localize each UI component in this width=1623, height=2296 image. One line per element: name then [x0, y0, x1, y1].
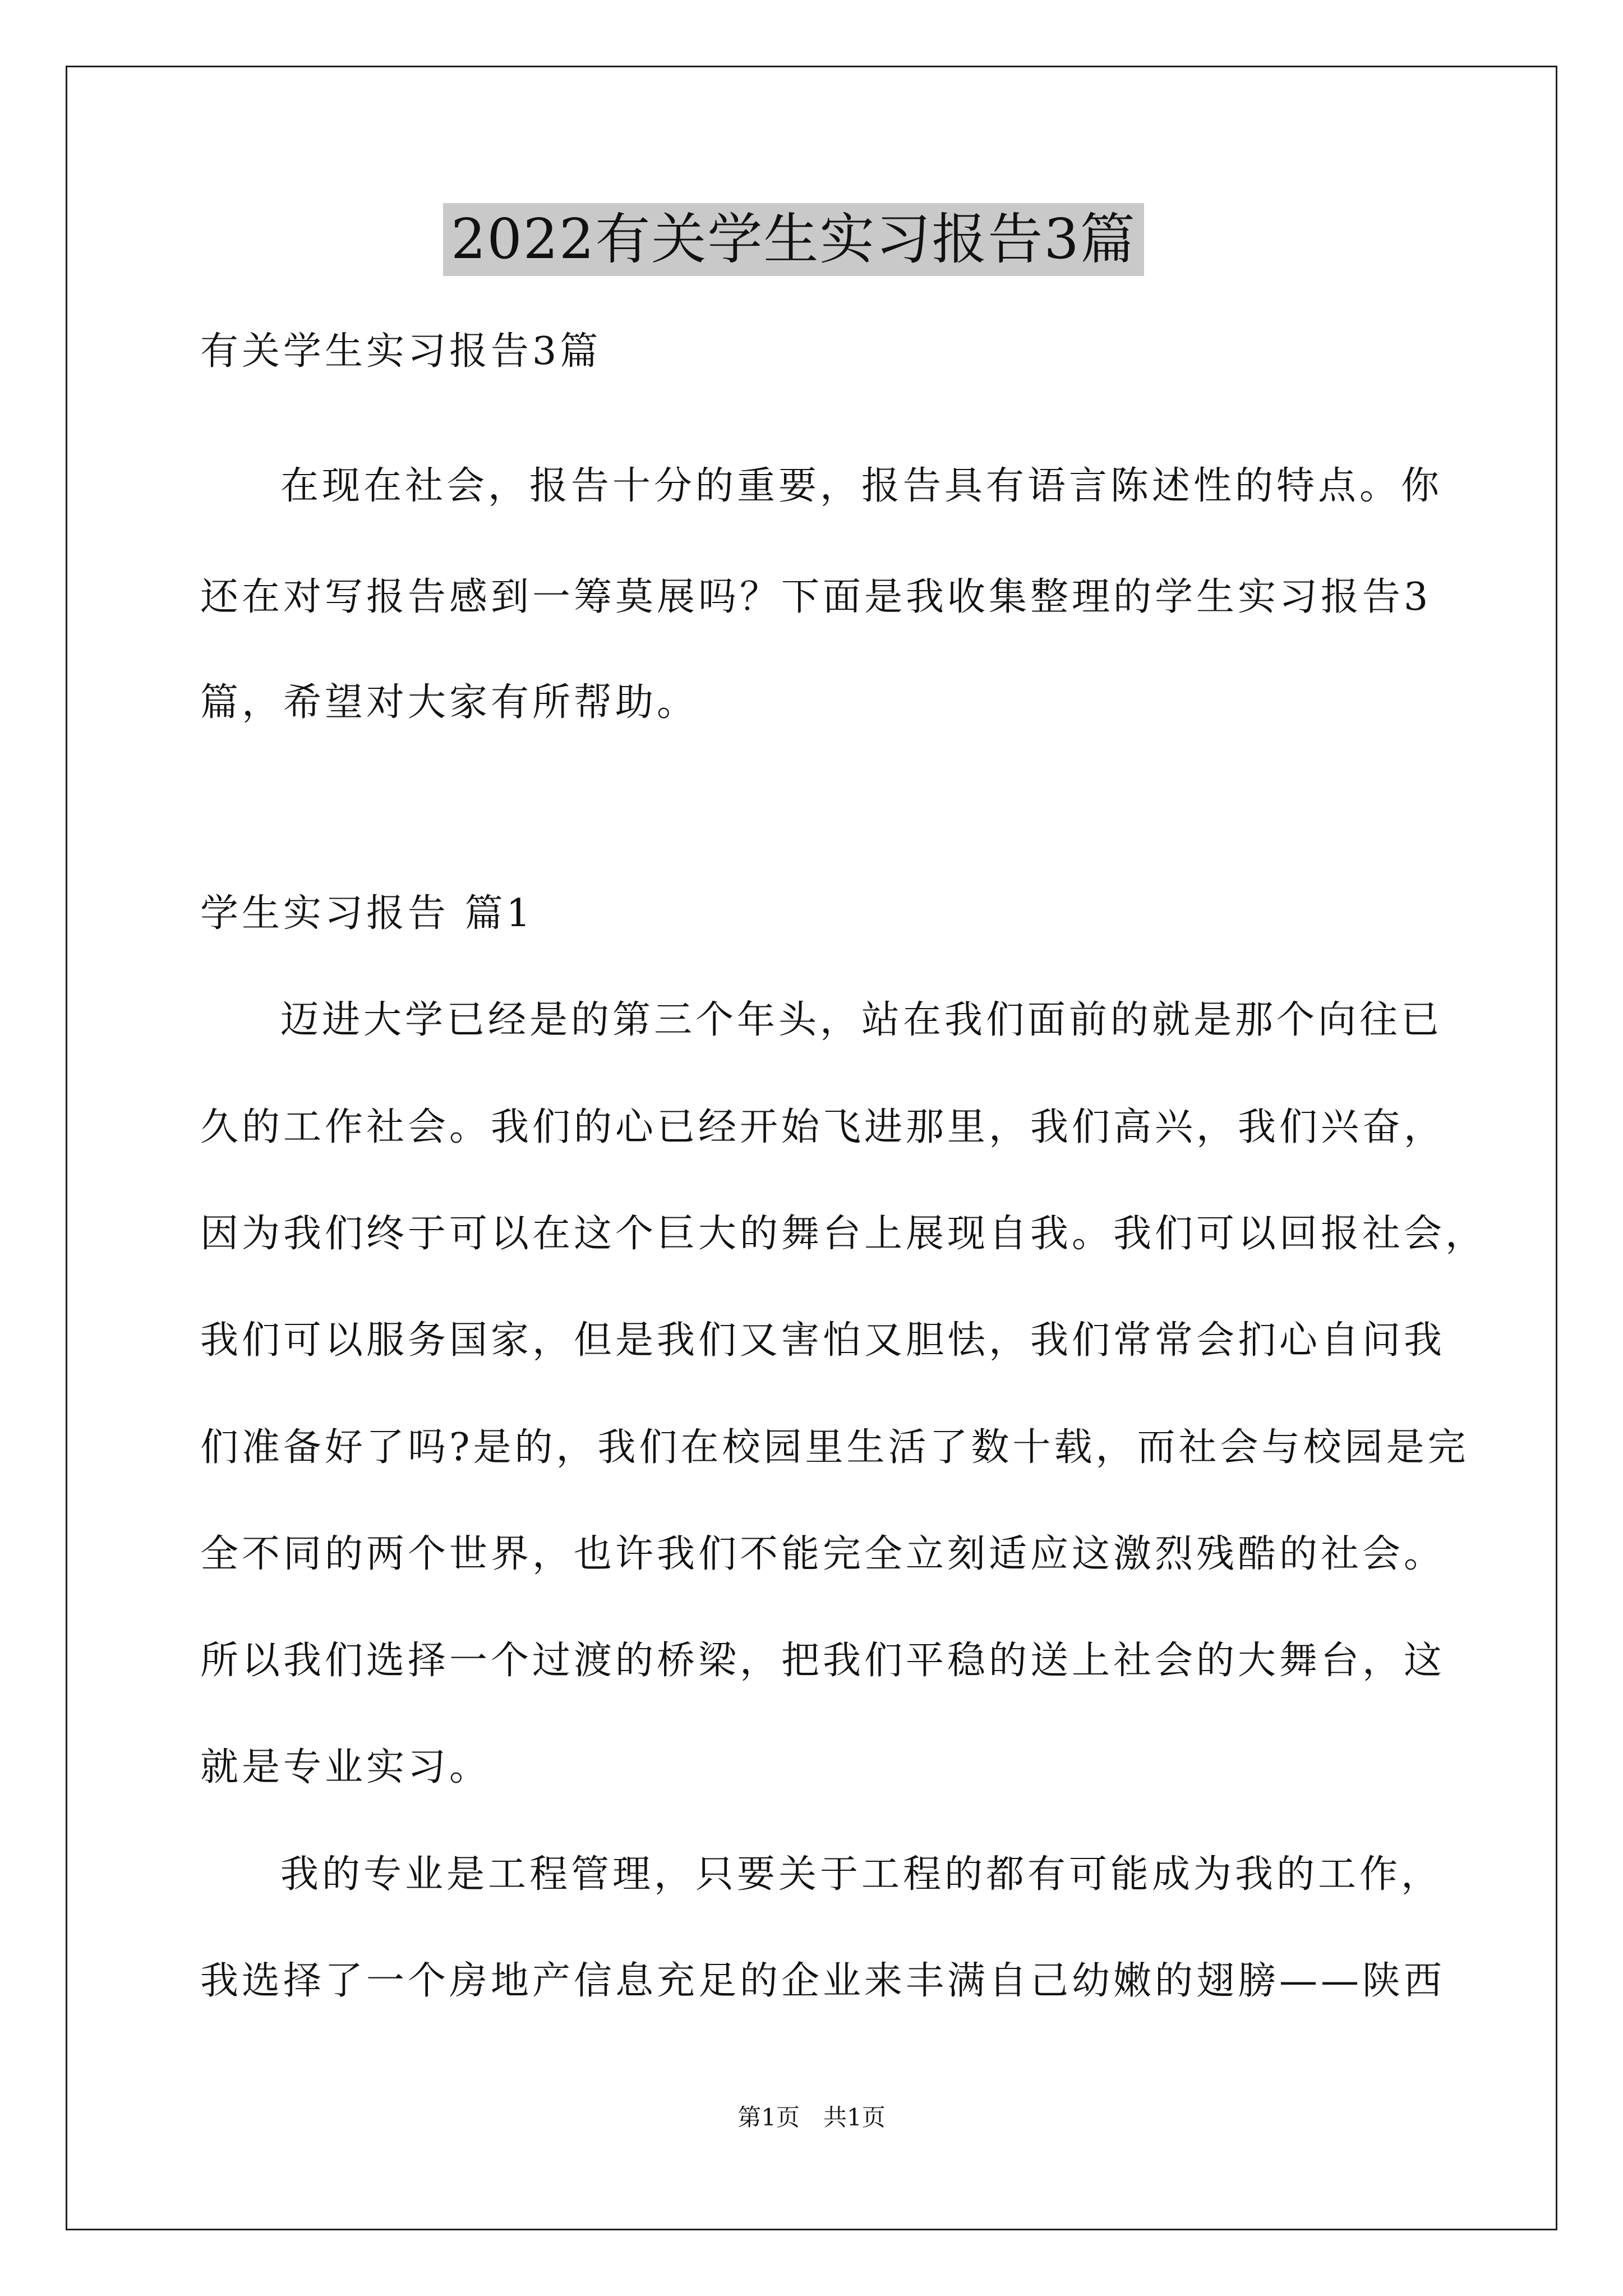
paragraph-line: 因为我们终于可以在这个巨大的舞台上展现自我。我们可以回报社会，	[200, 1212, 1487, 1256]
paragraph-line: 所以我们选择一个过渡的桥梁，把我们平稳的送上社会的大舞台，这	[200, 1639, 1446, 1683]
intro-line: 在现在社会，报告十分的重要，报告具有语言陈述性的特点。你	[280, 464, 1443, 508]
paragraph-line: 迈进大学已经是的第三个年头，站在我们面前的就是那个向往已	[280, 998, 1443, 1042]
section-heading: 学生实习报告 篇1	[200, 891, 534, 936]
subtitle: 有关学生实习报告3篇	[200, 329, 602, 374]
paragraph-line: 我选择了一个房地产信息充足的企业来丰满自己幼嫩的翅膀——陕西	[200, 1959, 1446, 2003]
intro-line: 还在对写报告感到一筹莫展吗？下面是我收集整理的学生实习报告3	[200, 575, 1432, 619]
paragraph-line: 就是专业实习。	[200, 1745, 491, 1789]
paragraph-line: 我的专业是工程管理，只要关于工程的都有可能成为我的工作，	[280, 1852, 1443, 1897]
paragraph-line: 全不同的两个世界，也许我们不能完全立刻适应这激烈残酷的社会。	[200, 1532, 1446, 1576]
paragraph-line: 我们可以服务国家，但是我们又害怕又胆怯，我们常常会扪心自问我	[200, 1318, 1446, 1363]
paragraph-line: 们准备好了吗?是的，我们在校园里生活了数十载，而社会与校园是完	[200, 1425, 1469, 1470]
document-title: 2022有关学生实习报告3篇	[443, 203, 1144, 276]
page-footer: 第1页 共1页	[737, 2104, 886, 2131]
paragraph-line: 久的工作社会。我们的心已经开始飞进那里，我们高兴，我们兴奋，	[200, 1105, 1446, 1149]
intro-line: 篇，希望对大家有所帮助。	[200, 680, 699, 725]
